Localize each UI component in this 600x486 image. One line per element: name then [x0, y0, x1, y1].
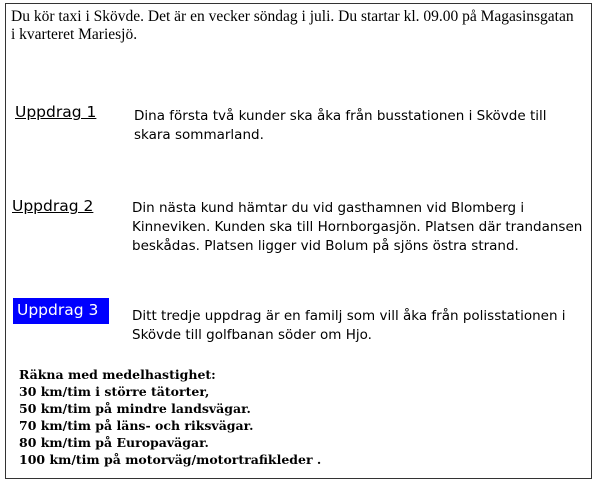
speed-list: [19, 366, 321, 468]
task-3-label: Uppdrag 3: [13, 298, 109, 324]
task-3-text: Ditt tredje uppdrag är en familj som vill åka från polisstationen i Skövde till golfbanan söder om Hjo.: [132, 308, 566, 343]
task-2-label: Uppdrag 2: [12, 197, 94, 215]
intro-text: Du kör taxi i Skövde. Det är en vecker söndag i juli. Du startar kl. 09.00 på Magasinsgatan i kvarteret Mariesjö.: [11, 8, 574, 43]
speed-line: 70 km/tim på läns- och riksvägar.: [19, 418, 254, 433]
task-1-text: Dina första två kunder ska åka från busstationen i Skövde till skara sommarland.: [134, 108, 547, 143]
speed-line: 80 km/tim på Europavägar.: [19, 435, 209, 450]
task-1-label: Uppdrag 1: [15, 103, 97, 121]
speed-heading: Räkna med medelhastighet:: [19, 367, 216, 382]
speed-line: 50 km/tim på mindre landsvägar.: [19, 401, 251, 416]
task-2-text: Din nästa kund hämtar du vid gasthamnen vid Blomberg i Kinneviken. Kunden ska till Hornborgasjön. Platsen där trandansen beskådas. Platsen ligger vid Bolum på sjöns östra strand.: [132, 200, 583, 254]
speed-line: 100 km/tim på motorväg/motortrafikleder .: [19, 452, 322, 467]
document-frame: [5, 3, 592, 479]
speed-line: 30 km/tim i större tätorter,: [19, 384, 210, 399]
